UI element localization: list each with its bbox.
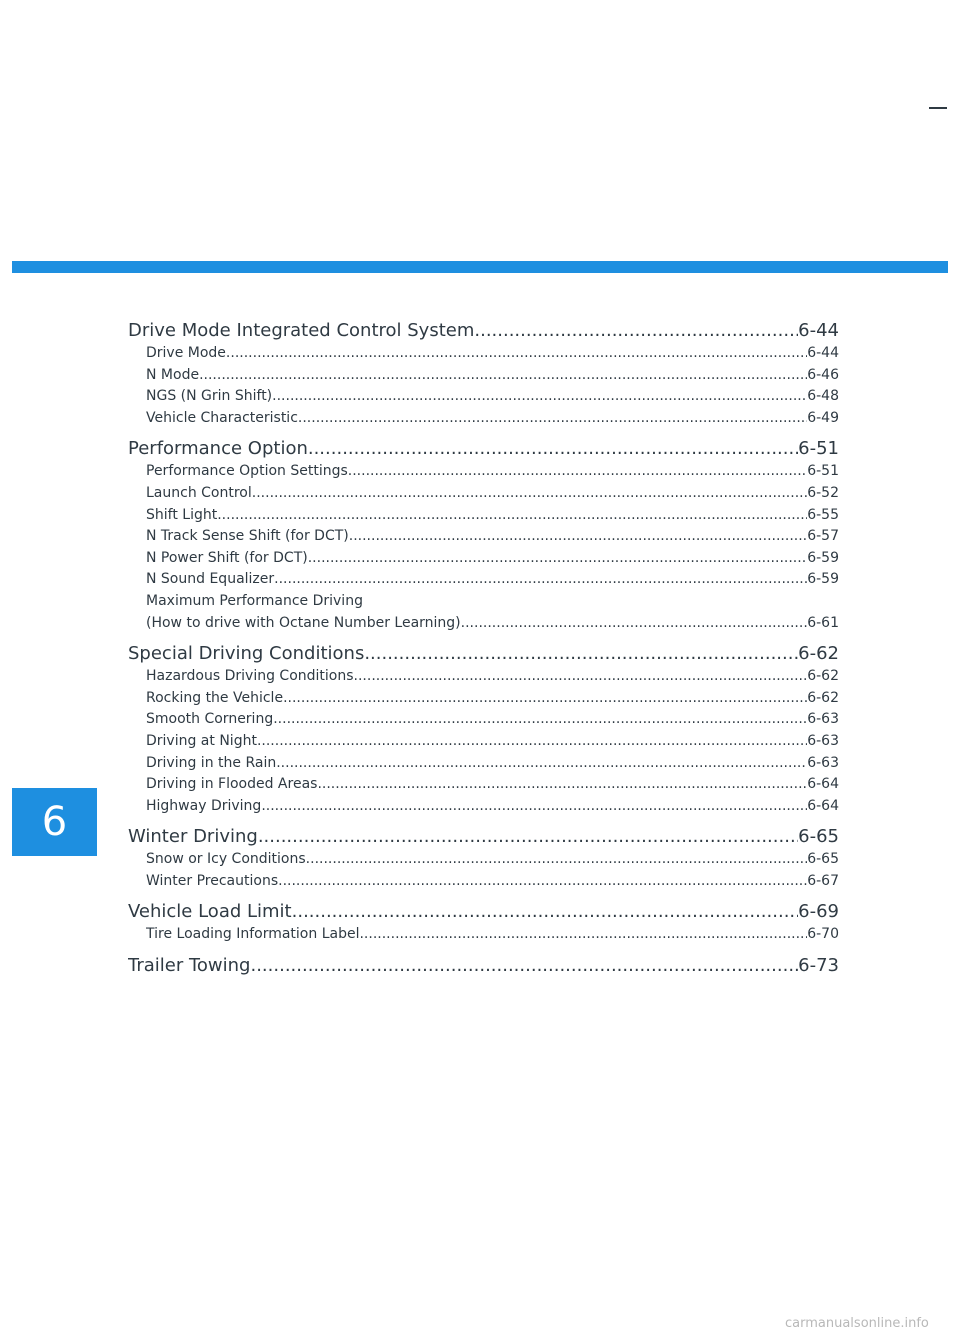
- watermark: carmanualsonline.info: [785, 1316, 929, 1331]
- toc-item-title: Driving in Flooded Areas: [146, 776, 318, 793]
- toc-item-title: Highway Driving: [146, 797, 262, 814]
- toc-item[interactable]: [146, 365, 839, 387]
- toc-item-title-line2: (How to drive with Octane Number Learning): [146, 614, 461, 631]
- header-dash: [929, 107, 947, 109]
- toc-section[interactable]: [128, 319, 839, 343]
- toc-page-number: 6-64: [807, 797, 839, 814]
- chapter-header-bar: [12, 261, 948, 273]
- toc-page-number: 6-46: [807, 366, 839, 383]
- toc-item[interactable]: [146, 924, 839, 946]
- toc-item-title: Vehicle Characteristic: [146, 409, 298, 426]
- toc-item[interactable]: [146, 688, 839, 710]
- toc-page-number: 6-52: [807, 484, 839, 501]
- toc-page-number: 6-62: [807, 668, 839, 685]
- toc-item-title: Hazardous Driving Conditions: [146, 668, 354, 685]
- toc-item[interactable]: [146, 753, 839, 775]
- toc-page-number: 6-69: [798, 901, 839, 923]
- toc-page-number: 6-63: [807, 754, 839, 771]
- toc-item-title: N Track Sense Shift (for DCT): [146, 528, 349, 545]
- toc-item[interactable]: [146, 796, 839, 818]
- toc-item[interactable]: [146, 774, 839, 796]
- toc-item-title: N Mode: [146, 366, 200, 383]
- toc-item[interactable]: [146, 548, 839, 570]
- toc-section[interactable]: [128, 954, 839, 978]
- toc-page-number: 6-73: [798, 955, 839, 977]
- toc-item-title: Performance Option Settings: [146, 463, 348, 480]
- toc-page-number: 6-57: [807, 528, 839, 545]
- toc-page-number: 6-49: [807, 409, 839, 426]
- toc-page-number: 6-65: [807, 851, 839, 868]
- table-of-contents: [128, 319, 839, 978]
- chapter-number: 6: [41, 799, 68, 845]
- toc-section[interactable]: [128, 437, 839, 461]
- toc-item-title: Snow or Icy Conditions: [146, 851, 306, 868]
- toc-page-number: 6-70: [807, 926, 839, 943]
- toc-item-title: Drive Mode: [146, 345, 226, 361]
- toc-item[interactable]: [146, 666, 839, 688]
- toc-item-title: Shift Light: [146, 506, 218, 523]
- toc-section[interactable]: [128, 825, 839, 849]
- chapter-tab[interactable]: [12, 788, 97, 856]
- toc-page-number: 6-55: [807, 506, 839, 523]
- toc-page-number: 6-44: [807, 345, 839, 361]
- toc-item[interactable]: [146, 849, 839, 871]
- toc-item[interactable]: [146, 483, 839, 505]
- toc-item-title: N Power Shift (for DCT): [146, 549, 308, 566]
- toc-item-title: Smooth Cornering: [146, 711, 274, 728]
- toc-item[interactable]: [146, 408, 839, 430]
- toc-item-title: Winter Precautions: [146, 872, 279, 889]
- toc-section-title: Performance Option: [128, 438, 308, 460]
- toc-item[interactable]: [146, 386, 839, 408]
- toc-section-title: Trailer Towing: [128, 955, 251, 977]
- toc-item-title: Driving in the Rain: [146, 754, 277, 771]
- toc-item[interactable]: [146, 505, 839, 527]
- toc-item-title: Driving at Night: [146, 732, 257, 749]
- toc-page-number: 6-44: [798, 320, 839, 341]
- toc-item[interactable]: [146, 343, 839, 365]
- toc-page-number: 6-48: [807, 388, 839, 405]
- toc-item-title: Launch Control: [146, 484, 252, 501]
- toc-section[interactable]: [128, 642, 839, 666]
- toc-item[interactable]: [146, 709, 839, 731]
- toc-page-number: 6-62: [798, 643, 839, 665]
- toc-item[interactable]: [146, 731, 839, 753]
- toc-page-number: 6-64: [807, 776, 839, 793]
- toc-page-number: 6-63: [807, 711, 839, 728]
- toc-item-title: Rocking the Vehicle: [146, 689, 284, 706]
- toc-page-number: 6-62: [807, 689, 839, 706]
- toc-item-title: Tire Loading Information Label: [146, 926, 360, 943]
- toc-item-title: NGS (N Grin Shift): [146, 388, 273, 405]
- toc-page-number: 6-67: [807, 872, 839, 889]
- toc-page-number: 6-59: [807, 549, 839, 566]
- toc-page-number: 6-51: [798, 438, 839, 460]
- toc-item-title: N Sound Equalizer: [146, 571, 275, 588]
- toc-section[interactable]: [128, 900, 839, 924]
- toc-item[interactable]: [146, 613, 839, 635]
- toc-page-number: 6-63: [807, 732, 839, 749]
- toc-item[interactable]: [146, 526, 839, 548]
- toc-section-title: Winter Driving: [128, 826, 258, 848]
- toc-page-number: 6-61: [807, 614, 839, 631]
- toc-page-number: 6-65: [798, 826, 839, 848]
- toc-item-title-line1[interactable]: Maximum Performance Driving: [146, 592, 363, 609]
- toc-page-number: 6-59: [807, 571, 839, 588]
- toc-section-title: Special Driving Conditions: [128, 643, 365, 665]
- toc-item[interactable]: [146, 871, 839, 893]
- toc-item[interactable]: [146, 461, 839, 483]
- toc-page-number: 6-51: [807, 463, 839, 480]
- toc-item[interactable]: [146, 569, 839, 591]
- toc-section-title: Drive Mode Integrated Control System: [128, 320, 475, 341]
- toc-section-title: Vehicle Load Limit: [128, 901, 292, 923]
